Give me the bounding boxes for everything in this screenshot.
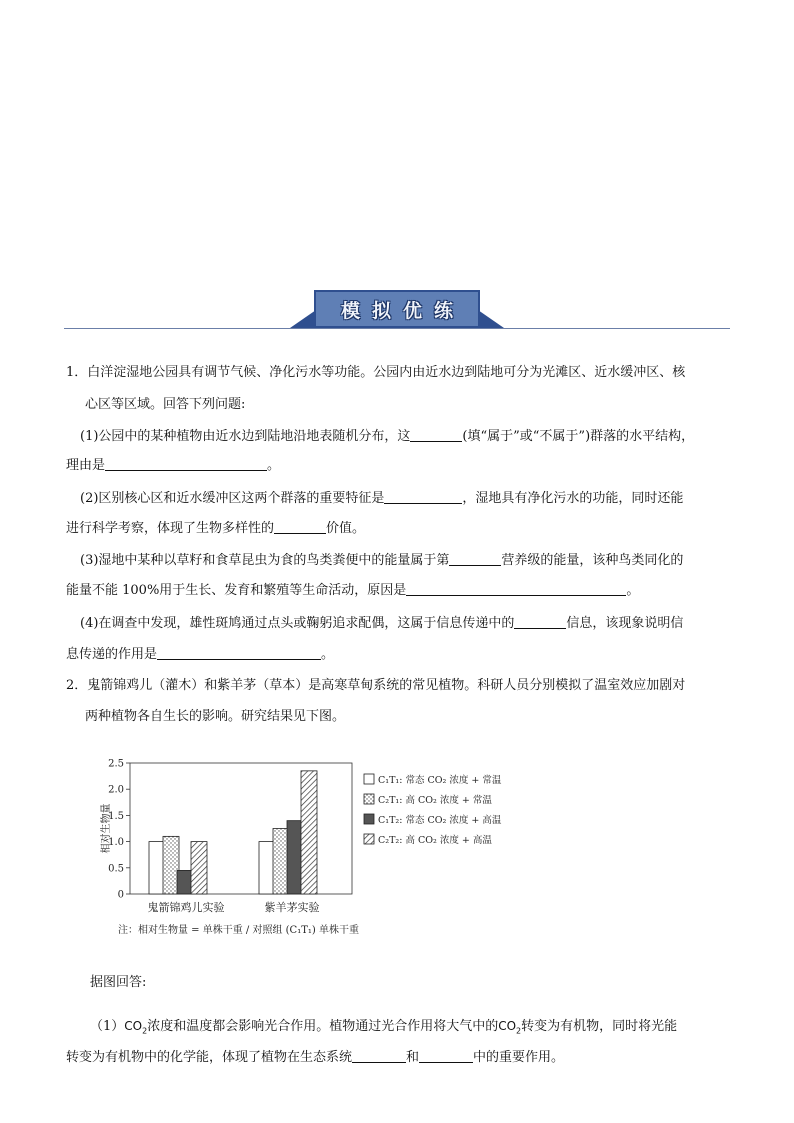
q2-part1-line1 — [90, 1016, 677, 1041]
category-label: 紫羊茅实验 — [264, 901, 320, 914]
q1-part4-line2 — [66, 645, 334, 665]
q1-part1-line1 — [80, 427, 694, 447]
q1-p3-blank-1[interactable] — [449, 551, 501, 566]
legend-swatch — [364, 834, 374, 844]
section-title: 模拟优练 — [340, 299, 465, 322]
q1-p2-text-d: 价值。 — [326, 521, 366, 536]
y-tick-label: 2.0 — [108, 784, 124, 796]
q1-p1-blank-2[interactable] — [105, 456, 267, 471]
q2-p1-text-a: （1） — [90, 1019, 125, 1034]
q1-p3-text-c: 能量不能 100%用于生长、发育和繁殖等生命活动，原因是 — [66, 583, 407, 598]
q2-stem-line1: 2．鬼箭锦鸡儿（灌木）和紫羊茅（草本）是高寒草甸系统的常见植物。科研人员分别模拟了温室效应加剧对 — [66, 678, 686, 693]
q1-p4-blank-2[interactable] — [157, 645, 321, 660]
bar — [301, 771, 317, 894]
co2-formula-2: $CO_2$ — [498, 1019, 522, 1036]
legend-label: C₂T₂: 高 CO₂ 浓度 + 高温 — [378, 835, 492, 846]
q1-part1-line2 — [66, 456, 280, 476]
co2-formula-1: $CO_2$ — [124, 1019, 148, 1036]
header-rule — [64, 328, 730, 329]
bar — [191, 842, 207, 894]
legend-label: C₁T₂: 常态 CO₂ 浓度 + 高温 — [378, 815, 502, 826]
q2-p1-blank-1[interactable] — [352, 1048, 406, 1063]
q1-p1-text-d: 。 — [267, 458, 281, 473]
q1-part2-line2 — [66, 519, 365, 539]
q2-p1-text-b: 浓度和温度都会影响光合作用。植物通过光合作用将大气中的 — [147, 1019, 499, 1034]
y-axis-label: 相对生物量 — [101, 803, 112, 854]
legend-label: C₂T₁: 高 CO₂ 浓度 + 常温 — [378, 795, 492, 806]
read-prompt: 据图回答: — [90, 975, 147, 990]
q1-p4-text-c: 息传递的作用是 — [66, 647, 158, 662]
y-tick-label: 2.5 — [108, 758, 124, 770]
q2-part1-line2 — [66, 1048, 564, 1068]
y-tick-label: 1.5 — [108, 810, 124, 822]
legend-label: C₁T₁: 常态 CO₂ 浓度 + 常温 — [378, 775, 502, 786]
q1-p1-text-c: 理由是 — [66, 458, 106, 473]
q2-stem-line2: 两种植物各自生长的影响。研究结果见下图。 — [85, 709, 346, 724]
header-ribbon-right — [478, 310, 504, 328]
q1-part3-line2 — [66, 581, 639, 601]
y-tick-label: 1.0 — [108, 837, 124, 849]
q1-p2-text-c: 进行科学考察，体现了生物多样性的 — [66, 521, 275, 536]
q1-part3-line1 — [80, 551, 683, 571]
chart-note: 注：相对生物量 = 单株干重 / 对照组 (C₁T₁) 单株干重 — [118, 925, 359, 936]
biomass-bar-chart — [100, 752, 520, 942]
q2-p1-text-c: 转变为有机物，同时将光能 — [521, 1019, 678, 1034]
category-label: 鬼箭锦鸡儿实验 — [147, 901, 225, 914]
q1-p1-text-b: (填“属于”或“不属于”)群落的水平结构， — [462, 429, 695, 444]
q1-p2-text-b: ，湿地具有净化污水的功能，同时还能 — [462, 491, 684, 506]
y-tick-label: 0 — [117, 889, 124, 901]
q2-p1-text-d: 转变为有机物中的化学能，体现了植物在生态系统 — [66, 1050, 353, 1065]
q2-p1-blank-2[interactable] — [419, 1048, 473, 1063]
q2-p1-text-f: 中的重要作用。 — [473, 1050, 565, 1065]
q1-p3-text-b: 营养级的能量，该种鸟类同化的 — [501, 553, 684, 568]
q1-stem-line1: 1．白洋淀湿地公园具有调节气候、净化污水等功能。公园内由近水边到陆地可分为光滩区、近水缓冲区、核 — [66, 365, 686, 380]
q1-p4-text-a: (4)在调查中发现，雄性斑鸠通过点头或鞠躬追求配偶，这属于信息传递中的 — [80, 616, 515, 631]
q1-p4-text-d: 。 — [321, 647, 335, 662]
section-header — [64, 288, 730, 336]
y-tick-label: 0.5 — [108, 863, 124, 875]
q1-p4-text-b: 信息，该现象说明信 — [566, 616, 684, 631]
q1-part4-line1 — [80, 614, 683, 634]
header-banner — [314, 290, 480, 328]
q1-stem-line2: 心区等区域。回答下列问题: — [85, 397, 246, 412]
header-ribbon-left — [290, 310, 316, 328]
legend-swatch — [364, 814, 374, 824]
q2-p1-text-e: 和 — [406, 1050, 420, 1065]
q1-p1-blank-1[interactable] — [410, 427, 462, 442]
q1-p1-text-a: (1)公园中的某种植物由近水边到陆地沿地表随机分布，这 — [80, 429, 411, 444]
q1-p4-blank-1[interactable] — [514, 614, 566, 629]
legend-swatch — [364, 794, 374, 804]
legend-swatch — [364, 774, 374, 784]
q1-p3-text-a: (3)湿地中某种以草籽和食草昆虫为食的鸟类粪便中的能量属于第 — [80, 553, 450, 568]
q1-p3-text-d: 。 — [626, 583, 640, 598]
q1-p3-blank-2[interactable] — [406, 581, 626, 596]
q1-p2-blank-1[interactable] — [384, 489, 462, 504]
q1-p2-blank-2[interactable] — [274, 519, 326, 534]
q1-p2-text-a: (2)区别核心区和近水缓冲区这两个群落的重要特征是 — [80, 491, 385, 506]
q1-part2-line1 — [80, 489, 683, 509]
